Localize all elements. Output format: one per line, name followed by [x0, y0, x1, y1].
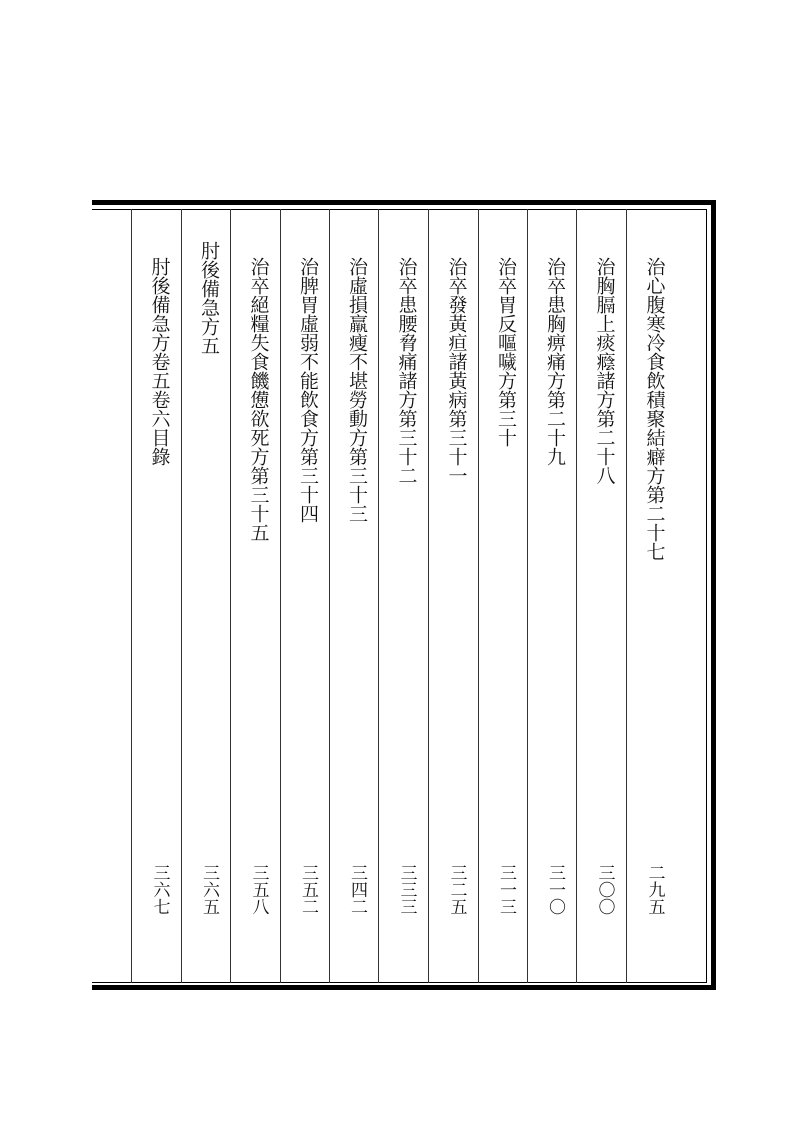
toc-entry-title: 治虛損羸瘦不堪勞動方第三十三: [346, 257, 368, 523]
toc-entry-page: 三一三: [496, 864, 516, 915]
toc-entry: [131, 209, 181, 983]
toc-entry: [527, 209, 576, 983]
toc-entry-title: 治心腹寒冷食飲積聚結癖方第二十七: [643, 257, 666, 561]
toc-entry-page: 二九五: [644, 864, 665, 915]
toc-entry-title: 肘後備急方卷五卷六目錄: [148, 257, 171, 466]
toc-entry-page: 三三三: [396, 864, 417, 915]
toc-entry-page: 三一〇: [545, 864, 565, 915]
toc-entry: [181, 209, 230, 983]
toc-entry: [329, 209, 378, 983]
toc-entry: [576, 209, 626, 983]
toc-entry-page: 三二五: [446, 864, 467, 915]
toc-entry-page: 三六五: [199, 864, 219, 915]
toc-entry-title: 治胸膈上痰癊諸方第二十八: [593, 257, 616, 485]
toc-entry-page: 三五二: [298, 864, 318, 915]
toc-entry: [230, 209, 280, 983]
toc-entry-page: 三五八: [248, 864, 269, 915]
toc-entry-title: 治卒絕糧失食饑憊欲死方第三十五: [247, 257, 270, 542]
toc-entry-title: 治卒患腰脅痛諸方第三十二: [395, 257, 418, 485]
toc-entry-page: 三〇〇: [594, 864, 615, 915]
toc-entry: [626, 209, 676, 983]
toc-entry: [378, 209, 428, 983]
toc-entry: [478, 209, 527, 983]
toc-entry-title: 治卒患胸痹痛方第二十九: [544, 257, 566, 466]
toc-entry: [428, 209, 478, 983]
toc-entry-title: 治卒發黃疸諸黃病第三十一: [445, 257, 468, 485]
toc-entry-page: 三四二: [347, 864, 367, 915]
toc-entry-title: 肘後備急方五: [198, 241, 220, 355]
toc-entry-title: 治脾胃虛弱不能飲食方第三十四: [297, 257, 319, 523]
toc-entry-page: 三六七: [149, 864, 170, 915]
toc-entry-title: 治卒胃反嘔噦方第三十: [495, 257, 517, 447]
toc-entry: [280, 209, 329, 983]
